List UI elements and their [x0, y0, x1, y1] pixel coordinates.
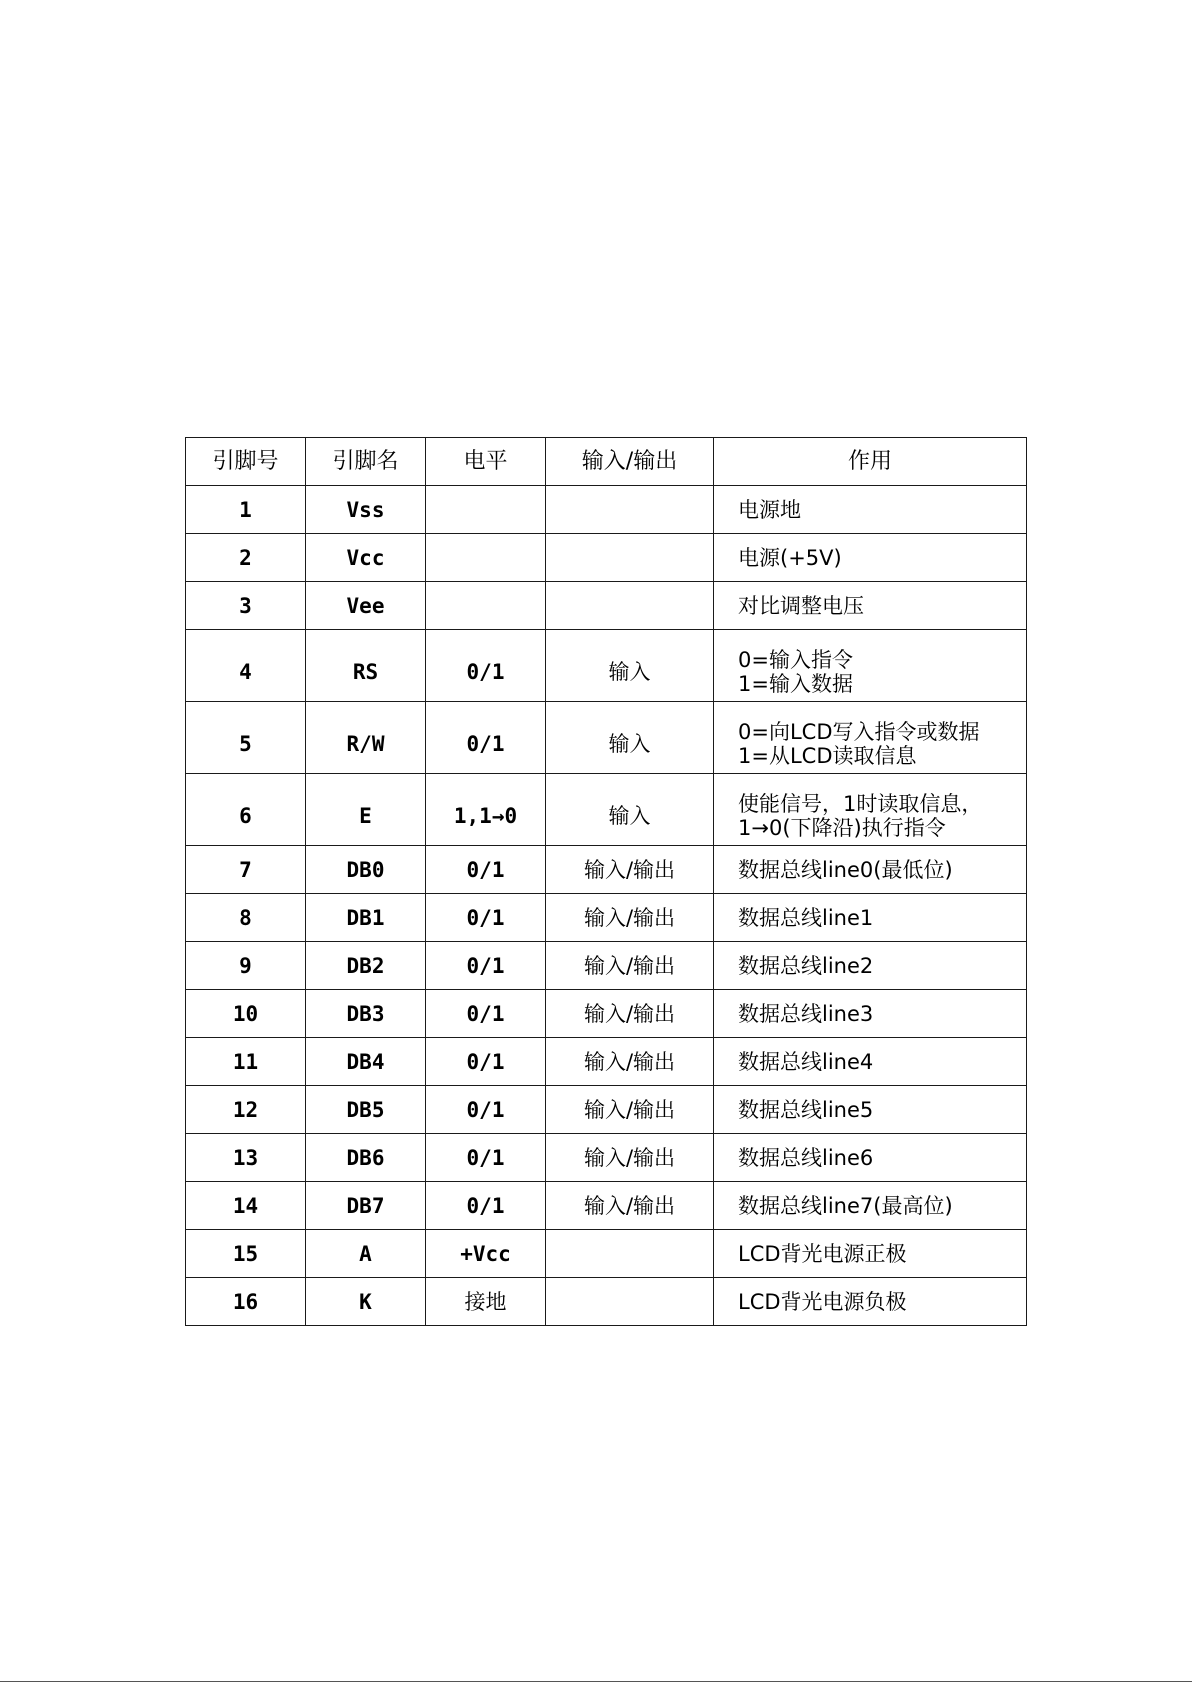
pin-number-cell: 2: [186, 534, 306, 582]
function-cell: [714, 774, 1027, 846]
table-row: [186, 1278, 1027, 1326]
function-cell: [714, 582, 1027, 630]
pin-name-cell: DB0: [306, 846, 426, 894]
table-row: [186, 774, 1027, 846]
pin-number-cell: 13: [186, 1134, 306, 1182]
io-cell: 输入/输出: [546, 894, 714, 942]
io-cell: 输入: [546, 630, 714, 702]
pin-name-cell: DB1: [306, 894, 426, 942]
function-cell: [714, 486, 1027, 534]
table-header-row: [186, 438, 1027, 486]
pin-number-cell: 4: [186, 630, 306, 702]
table-row: [186, 582, 1027, 630]
pin-number-cell: 7: [186, 846, 306, 894]
pin-name-cell: K: [306, 1278, 426, 1326]
level-cell: 0/1: [426, 990, 546, 1038]
function-cell: [714, 1134, 1027, 1182]
pin-number-cell: 5: [186, 702, 306, 774]
pin-name-cell: Vcc: [306, 534, 426, 582]
level-cell: [426, 486, 546, 534]
pin-name-cell: DB6: [306, 1134, 426, 1182]
function-cell: [714, 1038, 1027, 1086]
function-line: 电源(+5V): [738, 545, 842, 570]
function-cell: [714, 942, 1027, 990]
function-line: LCD背光电源负极: [738, 1289, 907, 1314]
pin-number-cell: 12: [186, 1086, 306, 1134]
header-level: 电平: [426, 438, 546, 486]
io-cell: [546, 486, 714, 534]
pin-number-cell: 8: [186, 894, 306, 942]
function-line: 电源地: [738, 497, 801, 522]
lcd-pin-table: [185, 437, 1027, 1326]
function-line: 0=向LCD写入指令或数据: [738, 719, 980, 744]
level-cell: 接地: [426, 1278, 546, 1326]
level-cell: +Vcc: [426, 1230, 546, 1278]
function-line: 数据总线line0(最低位): [738, 857, 953, 882]
function-cell: [714, 1182, 1027, 1230]
function-line: 对比调整电压: [738, 593, 864, 618]
pin-number-cell: 10: [186, 990, 306, 1038]
io-cell: 输入/输出: [546, 1182, 714, 1230]
table-row: [186, 894, 1027, 942]
pin-number-cell: 14: [186, 1182, 306, 1230]
function-line: 0=输入指令: [738, 647, 853, 672]
level-cell: 1,1→0: [426, 774, 546, 846]
function-cell: [714, 990, 1027, 1038]
pin-name-cell: DB4: [306, 1038, 426, 1086]
function-line: 使能信号，1时读取信息，: [738, 791, 983, 816]
table-row: [186, 702, 1027, 774]
function-cell: [714, 1230, 1027, 1278]
function-line: 数据总线line3: [738, 1001, 874, 1026]
pin-name-cell: Vss: [306, 486, 426, 534]
function-cell: [714, 630, 1027, 702]
page-bottom-rule: [0, 1681, 1192, 1682]
table-row: [186, 990, 1027, 1038]
function-line: 1=从LCD读取信息: [738, 743, 917, 768]
level-cell: [426, 534, 546, 582]
function-line: 1=输入数据: [738, 671, 853, 696]
header-pin-number: 引脚号: [186, 438, 306, 486]
function-line: 数据总线line4: [738, 1049, 874, 1074]
pin-name-cell: DB7: [306, 1182, 426, 1230]
pin-name-cell: RS: [306, 630, 426, 702]
level-cell: 0/1: [426, 630, 546, 702]
function-cell: [714, 846, 1027, 894]
function-cell: [714, 894, 1027, 942]
table-row: [186, 486, 1027, 534]
header-pin-name: 引脚名: [306, 438, 426, 486]
table-row: [186, 846, 1027, 894]
pin-number-cell: 1: [186, 486, 306, 534]
function-line: 数据总线line2: [738, 953, 874, 978]
io-cell: [546, 582, 714, 630]
pin-name-cell: A: [306, 1230, 426, 1278]
function-line: 数据总线line6: [738, 1145, 874, 1170]
table-row: [186, 534, 1027, 582]
function-cell: [714, 1278, 1027, 1326]
table-row: [186, 1182, 1027, 1230]
pin-name-cell: E: [306, 774, 426, 846]
io-cell: [546, 1230, 714, 1278]
io-cell: 输入/输出: [546, 1038, 714, 1086]
function-line: 1→0(下降沿)执行指令: [738, 815, 946, 840]
level-cell: [426, 582, 546, 630]
table-row: [186, 630, 1027, 702]
level-cell: 0/1: [426, 1038, 546, 1086]
level-cell: 0/1: [426, 894, 546, 942]
level-cell: 0/1: [426, 1182, 546, 1230]
function-line: 数据总线line1: [738, 905, 874, 930]
io-cell: [546, 1278, 714, 1326]
level-cell: 0/1: [426, 846, 546, 894]
io-cell: 输入/输出: [546, 846, 714, 894]
level-cell: 0/1: [426, 1134, 546, 1182]
pin-number-cell: 3: [186, 582, 306, 630]
table-row: [186, 942, 1027, 990]
level-cell: 0/1: [426, 942, 546, 990]
level-cell: 0/1: [426, 702, 546, 774]
pin-number-cell: 16: [186, 1278, 306, 1326]
function-cell: [714, 1086, 1027, 1134]
pin-number-cell: 15: [186, 1230, 306, 1278]
function-line: LCD背光电源正极: [738, 1241, 907, 1266]
io-cell: 输入: [546, 702, 714, 774]
io-cell: 输入/输出: [546, 1086, 714, 1134]
header-function: 作用: [714, 438, 1027, 486]
level-cell: 0/1: [426, 1086, 546, 1134]
pin-name-cell: R/W: [306, 702, 426, 774]
function-line: 数据总线line7(最高位): [738, 1193, 953, 1218]
io-cell: 输入/输出: [546, 942, 714, 990]
pin-number-cell: 11: [186, 1038, 306, 1086]
function-cell: [714, 534, 1027, 582]
pin-name-cell: DB2: [306, 942, 426, 990]
table-row: [186, 1086, 1027, 1134]
function-line: 数据总线line5: [738, 1097, 874, 1122]
pin-number-cell: 9: [186, 942, 306, 990]
io-cell: 输入: [546, 774, 714, 846]
pin-name-cell: Vee: [306, 582, 426, 630]
pin-number-cell: 6: [186, 774, 306, 846]
io-cell: 输入/输出: [546, 990, 714, 1038]
table-row: [186, 1230, 1027, 1278]
io-cell: 输入/输出: [546, 1134, 714, 1182]
pin-name-cell: DB5: [306, 1086, 426, 1134]
pin-name-cell: DB3: [306, 990, 426, 1038]
header-io: 输入/输出: [546, 438, 714, 486]
table-row: [186, 1134, 1027, 1182]
io-cell: [546, 534, 714, 582]
function-cell: [714, 702, 1027, 774]
table-row: [186, 1038, 1027, 1086]
